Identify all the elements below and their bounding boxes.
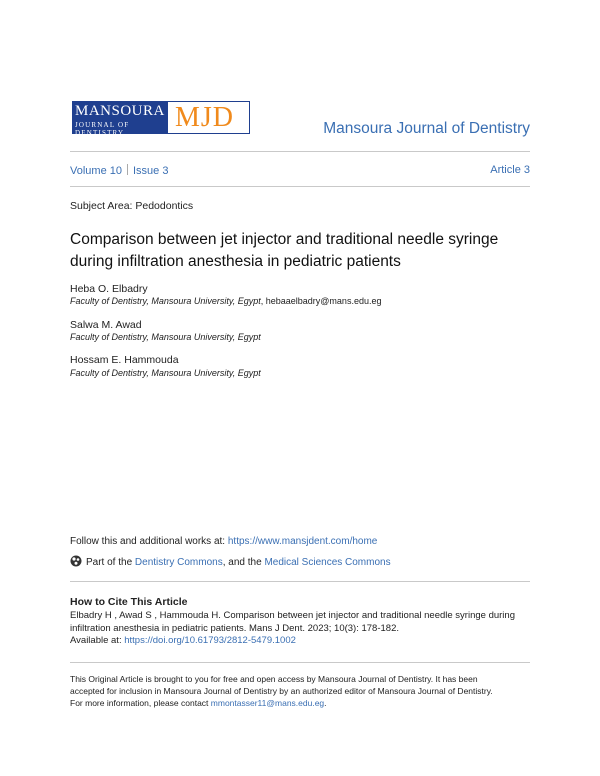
author-name: Hossam E. Hammouda (70, 354, 179, 366)
notice-line-2: accepted for inclusion in Mansoura Journal of Dentistry by an authorized editor of Mansoura Journal of Dentistry. (70, 686, 493, 696)
follow-link[interactable]: https://www.mansjdent.com/home (227, 536, 378, 547)
commons-line (70, 555, 391, 568)
affiliation-text: Faculty of Dentistry, Mansoura University, Egypt (70, 296, 261, 306)
dentistry-commons-link[interactable]: Dentistry Commons (134, 557, 223, 568)
citation-available (70, 635, 535, 648)
contact-email-link[interactable]: mmontasser11@mans.edu.eg (210, 698, 325, 708)
volume-issue (70, 164, 168, 177)
divider-top (70, 151, 530, 152)
logo-acronym: MJD (175, 102, 235, 133)
article-title (70, 229, 540, 273)
author-affiliation (70, 368, 261, 378)
medical-sciences-commons-link[interactable]: Medical Sciences Commons (264, 557, 391, 568)
affiliation-text: Faculty of Dentistry, Mansoura University, Egypt (70, 368, 261, 378)
author-affiliation: Faculty of Dentistry, Mansoura University, Egypt, hebaaelbadry@mans.edu.eg (70, 296, 382, 306)
author-email[interactable]: hebaaelbadry@mans.edu.eg (265, 296, 382, 306)
available-prefix: Available at: (70, 635, 125, 646)
divider-meta (70, 186, 530, 187)
volume-link[interactable]: Volume 10 (70, 165, 122, 177)
author-name: Heba O. Elbadry (70, 283, 148, 295)
author-name: Salwa M. Awad (70, 319, 142, 331)
network-icon (70, 555, 82, 567)
article-link[interactable]: Article 3 (490, 164, 530, 176)
journal-title[interactable]: Mansoura Journal of Dentistry (323, 120, 530, 137)
logo-acronym-panel (167, 101, 250, 134)
journal-logo (72, 101, 250, 137)
cite-heading: How to Cite This Article (70, 596, 188, 608)
notice-suffix: . (324, 698, 327, 708)
title-line-1: Comparison between jet injector and traditional needle syringe (70, 231, 499, 248)
follow-prefix: Follow this and additional works at: (70, 536, 228, 547)
logo-word: MANSOURA (75, 103, 165, 119)
subject-area: Subject Area: Pedodontics (70, 200, 194, 212)
separator (127, 164, 128, 175)
notice-line-3 (70, 697, 540, 709)
follow-line (70, 536, 377, 547)
issue-link[interactable]: Issue 3 (132, 165, 169, 177)
logo-blue-panel (72, 101, 167, 137)
notice-line-1: This Original Article is brought to you for free and open access by Mansoura Journal of Dentistry. It has been (70, 674, 478, 684)
author-affiliation (70, 332, 261, 342)
logo-subtitle: JOURNAL OF DENTISTRY (75, 121, 130, 137)
citation-line-2: infiltration anesthesia in pediatric patients. Mans J Dent. 2023; 10(3): 178-182. (70, 622, 399, 634)
commons-middle: , and the (222, 557, 265, 568)
affiliation-text: Faculty of Dentistry, Mansoura University, Egypt (70, 332, 261, 342)
citation (70, 610, 535, 648)
divider-cite (70, 581, 530, 582)
title-line-2: during infiltration anesthesia in pediatric patients (70, 253, 401, 270)
access-notice (70, 673, 540, 709)
divider-notice (70, 662, 530, 663)
commons-prefix: Part of the (86, 557, 135, 568)
doi-link[interactable]: https://doi.org/10.61793/2812-5479.1002 (124, 635, 296, 646)
notice-contact-prefix: For more information, please contact (70, 698, 211, 708)
citation-line-1: Elbadry H , Awad S , Hammouda H. Comparison between jet injector and traditional needle syringe during (70, 610, 515, 621)
